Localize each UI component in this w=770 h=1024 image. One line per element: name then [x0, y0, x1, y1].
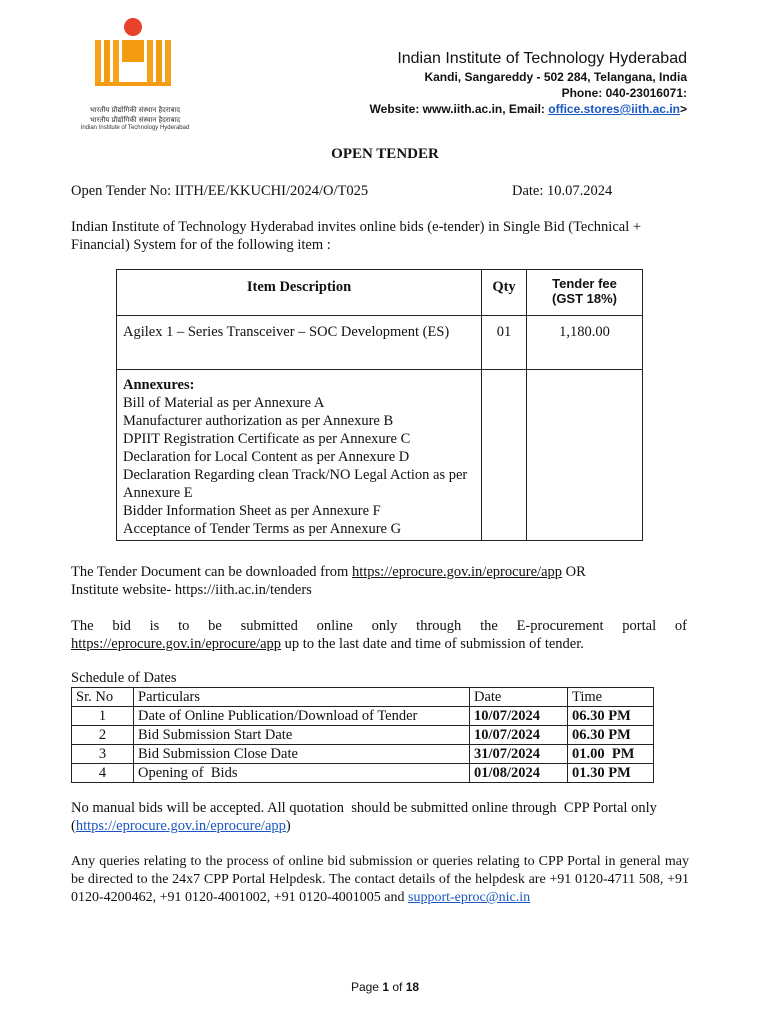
page-title: OPEN TENDER [331, 146, 439, 162]
download-text [71, 563, 701, 599]
submission-eprocure-link[interactable]: https://eprocure.gov.in/eprocure/app [71, 636, 282, 652]
annexures-fee-empty [527, 370, 643, 541]
annexure-item: Declaration for Local Content as per Annexure D [123, 449, 410, 465]
paren-close: ) [285, 818, 291, 834]
schedule-row [72, 764, 654, 783]
col-time: Time [568, 688, 654, 707]
iith-logo-graphic [70, 16, 200, 94]
page-number [0, 980, 770, 994]
manual-bids-label: No manual bids will be accepted. All quotation should be submitted online through CPP Portal only [71, 800, 657, 816]
page-current: 1 [382, 980, 389, 994]
particular: Bid Submission Close Date [134, 745, 470, 764]
institute-phone: Phone: 040-23016071: [561, 86, 687, 100]
eprocure-link[interactable]: https://eprocure.gov.in/eprocure/app [351, 564, 563, 580]
col-item-description: Item Description [117, 270, 482, 316]
schedule-date: 31/07/2024 [470, 745, 568, 764]
download-or: OR [562, 564, 586, 580]
paren-open: ( [71, 818, 76, 834]
logo-hindi-text-2: भारतीय प्रौद्योगिकी संस्थान हैदराबाद [89, 116, 181, 124]
col-qty: Qty [482, 270, 527, 316]
schedule-time: 01.30 PM [568, 764, 654, 783]
tender-number: Open Tender No: IITH/EE/KKUCHI/2024/O/T025 [71, 183, 369, 199]
tender-date: Date: 10.07.2024 [512, 183, 613, 199]
annexures-qty-empty [482, 370, 527, 541]
schedule-date: 10/07/2024 [470, 726, 568, 745]
item-row [117, 316, 643, 370]
item-table [116, 269, 643, 541]
item-description: Agilex 1 – Series Transceiver – SOC Development (ES) [117, 316, 482, 370]
particular: Opening of Bids [134, 764, 470, 783]
tender-fee-label: Tender fee [552, 276, 617, 291]
email-link[interactable]: office.stores@iith.ac.in [548, 102, 680, 116]
col-sr-no: Sr. No [72, 688, 134, 707]
schedule-row [72, 745, 654, 764]
schedule-row [72, 726, 654, 745]
annexure-item: Acceptance of Tender Terms as per Annexure G [123, 521, 402, 537]
submission-text: The bid is to be submitted online only through the E-procurement portal of [71, 618, 687, 634]
schedule-date: 10/07/2024 [470, 707, 568, 726]
item-table-header [117, 270, 643, 316]
queries-text [71, 853, 689, 907]
item-fee: 1,180.00 [527, 316, 643, 370]
sr-no: 2 [72, 726, 134, 745]
schedule-title: Schedule of Dates [71, 670, 177, 686]
page-total: 18 [405, 980, 420, 994]
queries-label: Any queries relating to the process of online bid submission or queries relating to CPP Portal in general may be directed to the 24x7 CPP Portal Helpdesk. The contact details of the helpdesk are +91 0120-4711 508, +91 0120-4200462, +91 0120-4001002, +91 0120-4001005 and [71, 854, 689, 905]
schedule-time: 01.00 PM [568, 745, 654, 764]
logo-english-text: Indian Institute of Technology Hyderabad [80, 125, 190, 131]
schedule-time: 06.30 PM [568, 726, 654, 745]
sr-no: 1 [72, 707, 134, 726]
annexures-title: Annexures: [123, 377, 195, 393]
schedule-header [72, 688, 654, 707]
col-particulars: Particulars [134, 688, 470, 707]
schedule-table [71, 687, 654, 783]
support-email-link[interactable]: support-eproc@nic.in [408, 890, 531, 905]
intro-text: Indian Institute of Technology Hyderabad invites online bids (e-tender) in Single Bid (Technical + Financial) System for of the following item : [71, 219, 642, 253]
schedule-row [72, 707, 654, 726]
page-prefix: Page [350, 980, 383, 994]
manual-eprocure-link[interactable]: https://eprocure.gov.in/eprocure/app [75, 818, 286, 834]
submission-line-2 [71, 635, 701, 653]
logo-hindi-text: भारतीय प्रौद्योगिकी संस्थान हैदराबाद [89, 106, 181, 114]
iith-logo [70, 16, 200, 136]
sr-no: 3 [72, 745, 134, 764]
institute-address: Kandi, Sangareddy - 502 284, Telangana, India [424, 70, 687, 84]
institute-website-line: Institute website- https://iith.ac.in/tenders [71, 582, 312, 598]
annexures-cell [117, 370, 482, 541]
schedule-date: 01/08/2024 [470, 764, 568, 783]
download-label: The Tender Document can be downloaded from [71, 564, 352, 580]
particular: Date of Online Publication/Download of Tender [134, 707, 470, 726]
manual-bids-text [71, 799, 701, 835]
website-suffix: > [679, 102, 687, 116]
particular: Bid Submission Start Date [134, 726, 470, 745]
gst-label: (GST 18%) [551, 291, 617, 306]
sr-no: 4 [72, 764, 134, 783]
col-tender-fee [527, 270, 643, 316]
submission-suffix: up to the last date and time of submission of tender. [281, 636, 584, 652]
annexure-item: DPIIT Registration Certificate as per Annexure C [123, 431, 411, 447]
page-of: of [389, 980, 406, 994]
schedule-time: 06.30 PM [568, 707, 654, 726]
annexure-item: Bidder Information Sheet as per Annexure F [123, 503, 381, 519]
col-date: Date [470, 688, 568, 707]
institute-name: Indian Institute of Technology Hyderabad [397, 50, 687, 67]
institute-contact [370, 102, 687, 116]
item-qty: 01 [482, 316, 527, 370]
annexure-item: Manufacturer authorization as per Annexure B [123, 413, 394, 429]
annexures-row [117, 370, 643, 541]
website-label: Website: www.iith.ac.in, Email: [369, 102, 549, 116]
annexure-item: Declaration Regarding clean Track/NO Legal Action as per Annexure E [123, 467, 468, 501]
annexure-item: Bill of Material as per Annexure A [123, 395, 325, 411]
